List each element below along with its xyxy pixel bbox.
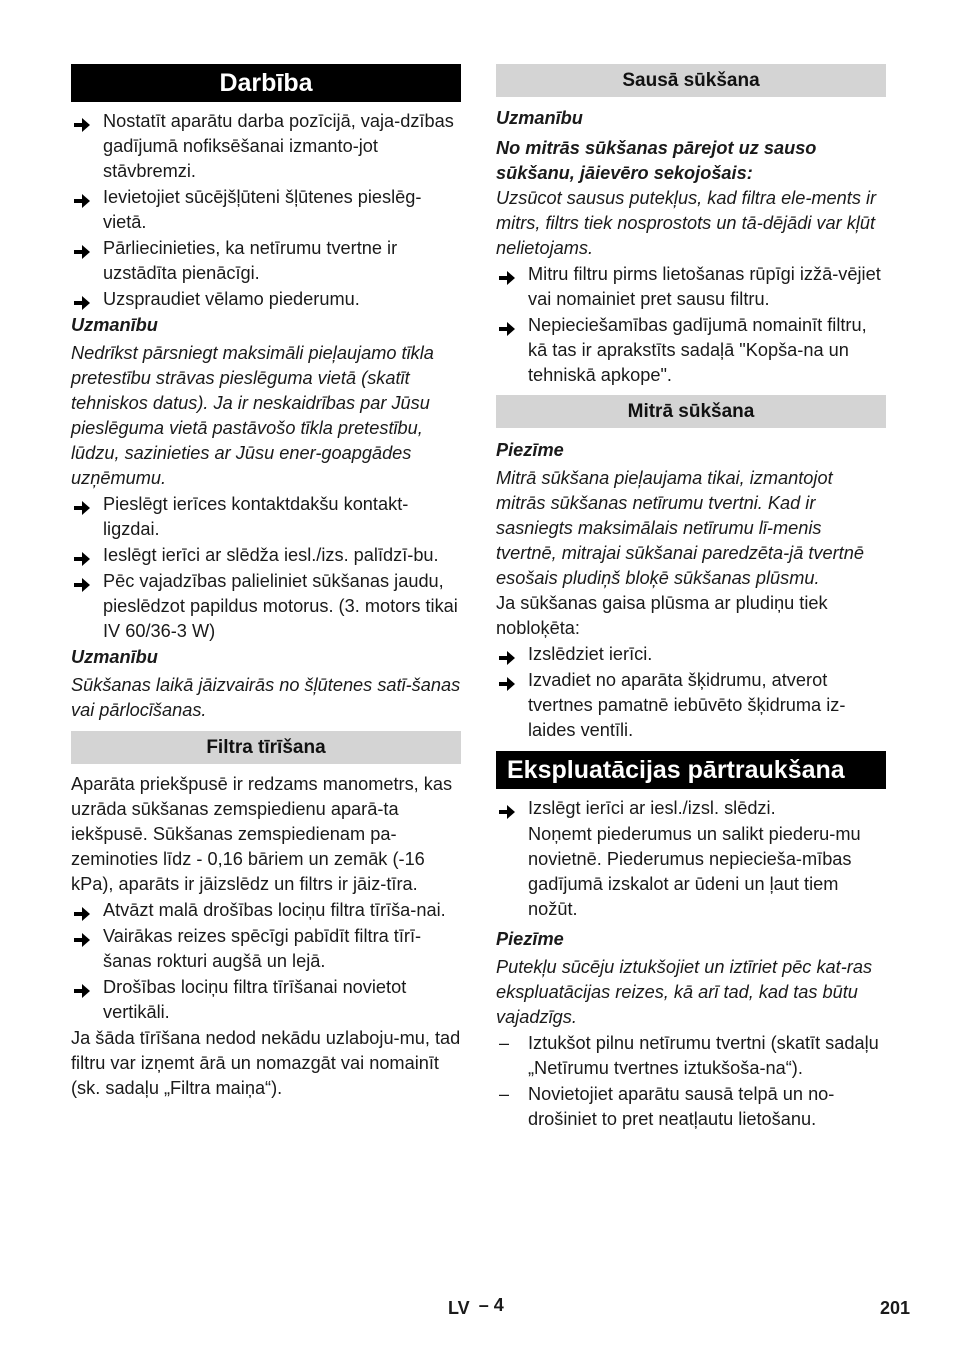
list-item-text: Nepieciešamības gadījumā nomainīt filtru, kā tas ir aprakstīts sadaļā "Kopša-na un tehniskā apkope".	[528, 315, 867, 385]
left-column	[71, 64, 461, 1101]
steps-filtra	[71, 898, 461, 1025]
caution-label: Uzmanību	[71, 647, 158, 667]
list-item-text: Pieslēgt ierīces kontaktdakšu kontakt-ligzdai.	[103, 494, 409, 539]
list-item	[71, 185, 461, 235]
heading-sausa-suksana: Sausā sūkšana	[496, 64, 886, 97]
list-item	[71, 543, 461, 568]
right-column	[496, 64, 886, 1133]
filtra-intro-text: Aparāta priekšpusē ir redzams manometrs, kas uzrāda sūkšanas zemspiedienu aparā-ta iekšpusē. Sūkšanas zemspiedienam pa-zeminoties līdz - 0,16 bāriem un zemāk (-16 kPa), aparāts ir jāizslēdz un filtrs ir jāiz-tīra.	[71, 774, 453, 894]
steps-sausa	[496, 262, 886, 388]
caution-label: Uzmanību	[71, 315, 158, 335]
list-item	[496, 313, 886, 388]
caution-text: Sūkšanas laikā jāizvairās no šļūtenes satī-šanas vai pārlocīšanas.	[71, 675, 461, 720]
note-label: Piezīme	[496, 929, 564, 949]
arrow-right-icon	[74, 190, 90, 204]
arrow-right-icon	[74, 114, 90, 128]
list-item	[71, 975, 461, 1025]
list-item-text: Iztukšot pilnu netīrumu tvertni (skatīt sadaļu „Netīrumu tvertnes iztukšoša-na“).	[528, 1033, 879, 1078]
caution-bold-text: No mitrās sūkšanas pārejot uz sauso sūkšanu, jāievēro sekojošais:	[496, 138, 817, 183]
heading-ekspluatacijas-partraukšana: Ekspluatācijas pārtraukšana	[496, 751, 886, 789]
list-item	[496, 1082, 886, 1132]
arrow-right-icon	[74, 292, 90, 306]
list-item-text: Mitru filtru pirms lietošanas rūpīgi izžā-vējiet vai nomainiet pret sausu filtru.	[528, 264, 881, 309]
arrow-right-icon	[74, 574, 90, 588]
arrow-right-icon	[74, 241, 90, 255]
list-item-text: Uzspraudiet vēlamo piederumu.	[103, 289, 360, 309]
list-item-text: Pēc vajadzības palieliniet sūkšanas jaudu, pieslēdzot papildus motorus. (3. motors tikai IV 60/36-3 W)	[103, 571, 458, 641]
steps-mitra	[496, 642, 886, 743]
arrow-right-icon	[499, 267, 515, 281]
caution-label: Uzmanību	[496, 108, 583, 128]
footer-language	[448, 1295, 504, 1319]
dash-list	[496, 1031, 886, 1132]
arrow-right-icon	[499, 673, 515, 687]
mitra-text: Ja sūkšanas gaisa plūsma ar pludiņu tiek nobloķēta:	[496, 593, 828, 638]
list-item	[71, 492, 461, 542]
arrow-right-icon	[499, 647, 515, 661]
list-item-text: Ieslēgt ierīci ar slēdža iesl./izs. palīdzī-bu.	[103, 545, 439, 565]
list-item-text: Pārliecinieties, ka netīrumu tvertne ir uzstādīta pienācīgi.	[103, 238, 398, 283]
list-item-text: Drošības lociņu filtra tīrīšanai novietot vertikāli.	[103, 977, 407, 1022]
list-item	[496, 796, 886, 821]
heading-darbiba: Darbība	[71, 64, 461, 102]
list-item-text: Izslēdziet ierīci.	[528, 644, 653, 664]
steps-darbiba-2	[71, 492, 461, 644]
steps-darbiba-1	[71, 109, 461, 312]
heading-mitra-suksana: Mitrā sūkšana	[496, 395, 886, 428]
list-item	[496, 668, 886, 743]
caution-text: Uzsūcot sausus putekļus, kad filtra ele-ments ir mitrs, filtrs tiek nosprostots un tā-dējādi var kļūt nelietojams.	[496, 188, 877, 258]
dash-marker: –	[499, 1033, 510, 1053]
footer-lang-code: LV	[448, 1298, 470, 1318]
arrow-right-icon	[499, 801, 515, 815]
list-item	[71, 569, 461, 644]
list-item	[496, 262, 886, 312]
list-item-text: Vairākas reizes spēcīgi pabīdīt filtra tīrī-šanas rokturi augšā un lejā.	[103, 926, 422, 971]
ekspl-text: Noņemt piederumus un salikt piederu-mu novietnē. Piederumus nepiecieša-mības gadījumā izskalot ar ūdeni un ļaut tiem nožūt.	[528, 824, 861, 919]
arrow-right-icon	[74, 497, 90, 511]
heading-filtra-tirisana: Filtra tīrīšana	[71, 731, 461, 764]
list-item-text: Izvadiet no aparāta šķidrumu, atverot tvertnes pamatnē iebūvēto šķidruma iz-laides ventīli.	[528, 670, 846, 740]
note-label: Piezīme	[496, 440, 564, 460]
list-item-text: Nostatīt aparātu darba pozīcijā, vaja-dzības gadījumā nofiksēšanai izmanto-jot stāvbremzi.	[103, 111, 454, 181]
arrow-right-icon	[74, 980, 90, 994]
arrow-right-icon	[499, 318, 515, 332]
arrow-right-icon	[74, 548, 90, 562]
list-item-text: Novietojiet aparātu sausā telpā un no-drošiniet to pret neatļautu lietošanu.	[528, 1084, 835, 1129]
page-number: 201	[879, 1298, 910, 1318]
list-item	[71, 898, 461, 923]
list-item	[496, 1031, 886, 1081]
list-item-text: Atvāzt malā drošības lociņu filtra tīrīša-nai.	[103, 900, 446, 920]
list-item-text: Ievietojiet sūcējšļūteni šļūtenes pieslēg-vietā.	[103, 187, 422, 232]
list-item	[71, 287, 461, 312]
arrow-right-icon	[74, 903, 90, 917]
filtra-outro-text: Ja šāda tīrīšana nedod nekādu uzlaboju-mu, tad filtru var izņemt ārā un nomazgāt vai nomainīt (sk. sadaļu „Filtra maiņa“).	[71, 1028, 461, 1098]
caution-text: Nedrīkst pārsniegt maksimāli pieļaujamo tīkla pretestību strāvas pieslēguma vietā (skatīt tehniskos datus). Ja ir neskaidrības par Jūsu pieslēguma vietā pastāvošo tīkla pretestību, lūdzu, sazinieties ar Jūsu ener-goapgādes uzņēmumu.	[71, 343, 434, 488]
dash-marker: –	[499, 1084, 510, 1104]
note-text: Putekļu sūcēju iztukšojiet un iztīriet pēc kat-ras ekspluatācijas reizes, kā arī tad, kad tas būtu vajadzīgs.	[496, 957, 873, 1027]
note-text: Mitrā sūkšana pieļaujama tikai, izmantojot mitrās sūkšanas netīrumu tvertni. Kad ir sasniegts maksimālais netīrumu lī-menis tvertnē, mitrajai sūkšanai paredzēta-jā tvertnē esošais pludiņš bloķē sūkšanas plūsmu.	[496, 468, 864, 588]
list-item	[496, 642, 886, 667]
list-item	[71, 109, 461, 184]
list-item-text: Izslēgt ierīci ar iesl./izsl. slēdzi.	[528, 798, 776, 818]
steps-ekspl	[496, 796, 886, 821]
list-item	[71, 236, 461, 286]
list-item	[71, 924, 461, 974]
arrow-right-icon	[74, 929, 90, 943]
footer-section: – 4	[478, 1295, 504, 1315]
